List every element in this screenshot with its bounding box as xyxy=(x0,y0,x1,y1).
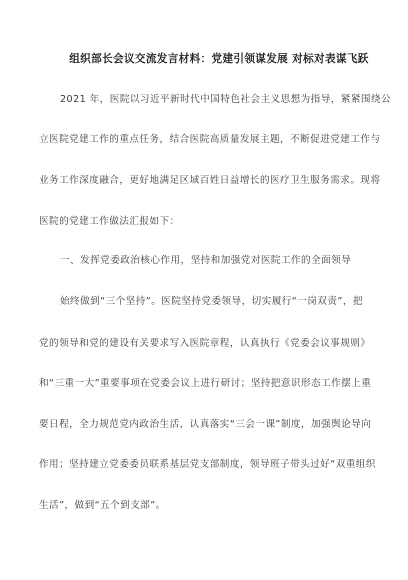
paragraph-line: 生活”，做到“五个到支部”。 xyxy=(39,500,166,511)
document-title: 组织部长会议交流发言材料：党建引领谋发展 对标对表谋飞跃 xyxy=(69,53,369,65)
paragraph-line: 医院的党建工作做法汇报如下： xyxy=(39,216,180,227)
paragraph-line: 业务工作深度融合，更好地满足区域百姓日益增长的医疗卫生服务需求。现将 xyxy=(39,175,381,186)
paragraph-line: 作用；坚持建立党委委员联系基层党支部制度，领导班子带头过好“双重组织 xyxy=(39,459,376,470)
paragraph-line: 立医院党建工作的重点任务，结合医院高质量发展主题，不断促进党建工作与 xyxy=(39,134,381,145)
section-heading: 一、发挥党委政治核心作用，坚持和加强党对医院工作的全面领导 xyxy=(60,255,352,266)
paragraph-line: 2021 年，医院以习近平新时代中国特色社会主义思想为指导，紧紧围绕公 xyxy=(60,94,392,105)
paragraph-line: 始终做到“三个坚持”。医院坚持党委领导，切实履行“一岗双责”，把 xyxy=(60,296,363,307)
paragraph-line: 要日程，全力规范党内政治生活，认真落实“三会一课”制度，加强舆论导向 xyxy=(39,419,372,430)
paragraph-line: 党的领导和党的建设有关要求写入医院章程，认真执行《党委会议事规则》 xyxy=(39,338,371,349)
paragraph-line: 和“三重一大”重要事项在党委会议上进行研讨；坚持把意识形态工作摆上重 xyxy=(39,378,372,389)
